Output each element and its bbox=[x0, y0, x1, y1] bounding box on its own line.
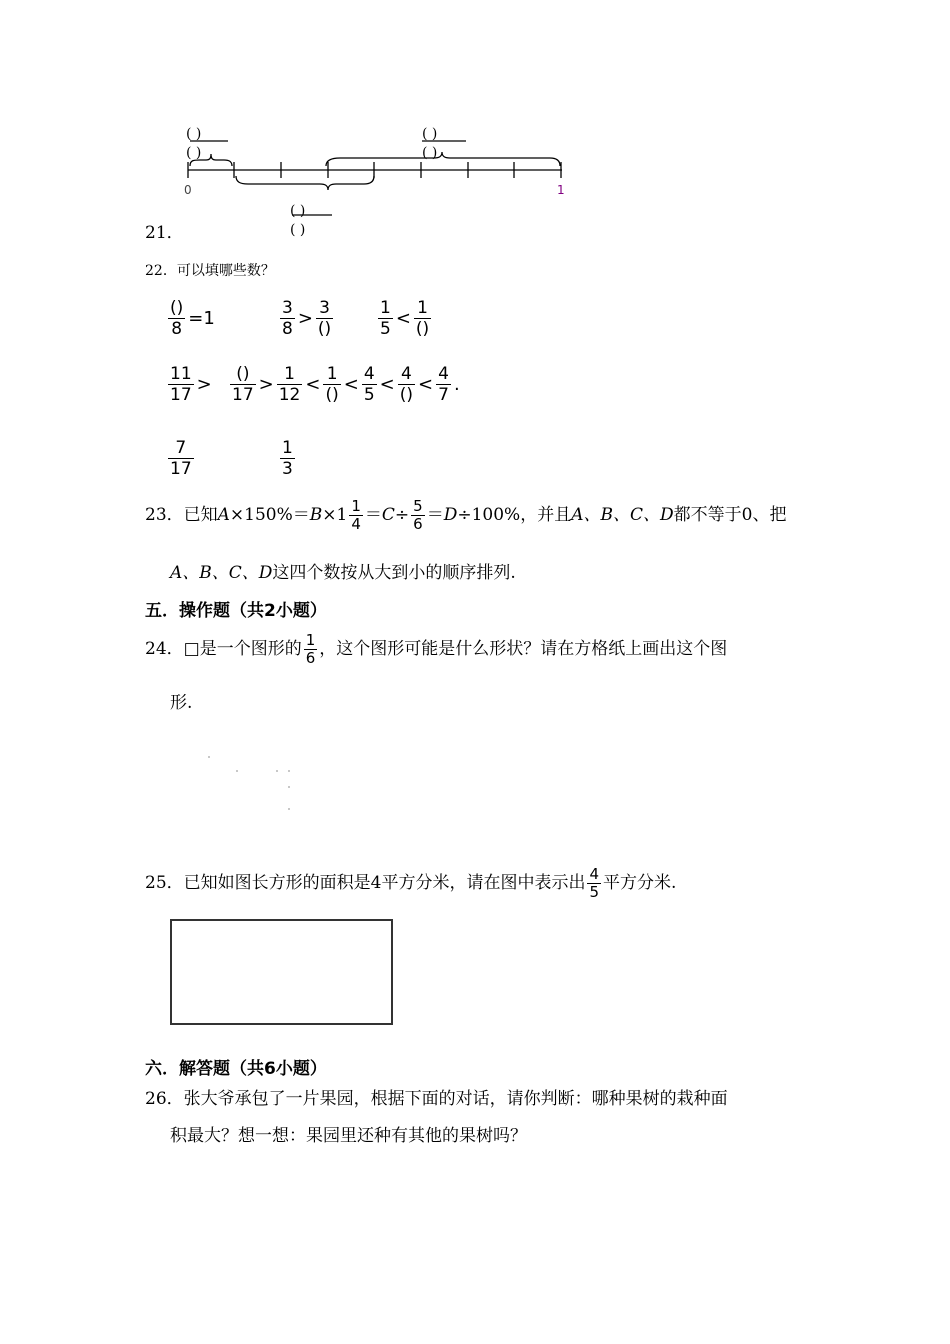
q22-row1-item2: $\frac{3}{8}$ > $\frac{3}{()}$ bbox=[282, 298, 332, 339]
q25-rectangle[interactable] bbox=[170, 919, 393, 1025]
q21-blank-top-right: ( ) bbox=[422, 126, 438, 142]
q22-row1-item3: $\frac{1}{5}$ < $\frac{1}{()}$ bbox=[380, 298, 430, 339]
fraction: $\frac{1}{()}$ bbox=[325, 364, 339, 405]
q21-blank-bottom-2: ( ) bbox=[290, 222, 306, 238]
q25-line1: 25．已知如图长方形的面积是4平方分米，请在图中表示出 $\frac{4}{5}$ 平方分米. bbox=[145, 865, 677, 901]
number-line-one-label: 1 bbox=[557, 183, 565, 197]
fraction: $\frac{11}{17}$ bbox=[170, 364, 192, 405]
fraction: $\frac{4}{7}$ bbox=[438, 364, 449, 405]
q23-line1: 23．已知A×150%＝B×1 $\frac{1}{4}$ ＝C÷ $\frac{5}{6}$ ＝D÷100%，并且A、B、C、D都不等于0、把 bbox=[145, 497, 787, 533]
fraction: $\frac{4}{5}$ bbox=[363, 364, 375, 405]
q21-number: 21． bbox=[145, 223, 184, 243]
q22-stem: 22．可以填哪些数？ bbox=[145, 263, 275, 279]
number-line-figure bbox=[180, 118, 580, 248]
q22-row2-item1: $\frac{11}{17}$ > bbox=[170, 364, 212, 405]
q22-row3-item1 bbox=[166, 438, 196, 479]
q26-line2: 积最大？想一想：果园里还种有其他的果树吗？ bbox=[170, 1126, 527, 1146]
q22-row1-item1: $\frac{()}{8}$ =1 bbox=[170, 298, 215, 339]
q23-line2: A、B、C、D这四个数按从大到小的顺序排列. bbox=[170, 563, 516, 583]
q24-line1: 24．□是一个图形的 $\frac{1}{6}$ ，这个图形可能是什么形状？请在方格纸上画出这个图 bbox=[145, 631, 728, 667]
section-5-heading: 五．操作题（共2小题） bbox=[145, 601, 327, 621]
q21-blank-top-right-2: ( ) bbox=[422, 145, 438, 161]
q22-row3-item2 bbox=[278, 438, 297, 479]
number-line-zero-label: 0 bbox=[184, 183, 192, 197]
q26-line1: 26．张大爷承包了一片果园，根据下面的对话，请你判断：哪种果树的栽种面 bbox=[145, 1089, 728, 1109]
q24-line2: 形. bbox=[170, 693, 193, 713]
fraction: $\frac{3}{8}$ bbox=[282, 298, 293, 339]
fraction: $\frac{4}{()}$ bbox=[399, 364, 414, 405]
fraction: $\frac{1}{()}$ bbox=[415, 298, 430, 339]
q21-blank-bottom: ( ) bbox=[290, 203, 306, 219]
fraction: $\frac{4}{5}$ bbox=[589, 865, 599, 901]
q22-row2-chain: $\frac{()}{17}$ > $\frac{1}{12}$ < $\frac{1}{()}$ < $\frac{4}{5}$ < $\frac{4}{()}$ < $\frac{4}{7}$ . bbox=[232, 364, 460, 405]
fraction: $\frac{1}{5}$ bbox=[380, 298, 391, 339]
fraction: $\frac{3}{()}$ bbox=[317, 298, 332, 339]
section-6-heading: 六．解答题（共6小题） bbox=[145, 1059, 327, 1079]
fraction: $\frac{()}{17}$ bbox=[232, 364, 254, 405]
fraction: $\frac{7}{17}$ bbox=[170, 438, 192, 479]
fraction: $\frac{1}{12}$ bbox=[278, 364, 301, 405]
fraction: $\frac{5}{6}$ bbox=[413, 497, 423, 533]
fraction: $\frac{1}{6}$ bbox=[305, 631, 316, 667]
grid-paper-dots bbox=[200, 750, 300, 820]
q21-blank-top-left-2: ( ) bbox=[186, 145, 202, 161]
q21-blank-top-left: ( ) bbox=[186, 126, 202, 142]
fraction: $\frac{1}{3}$ bbox=[282, 438, 293, 479]
fraction: $\frac{1}{4}$ bbox=[351, 497, 361, 533]
fraction: $\frac{()}{8}$ bbox=[170, 298, 184, 339]
